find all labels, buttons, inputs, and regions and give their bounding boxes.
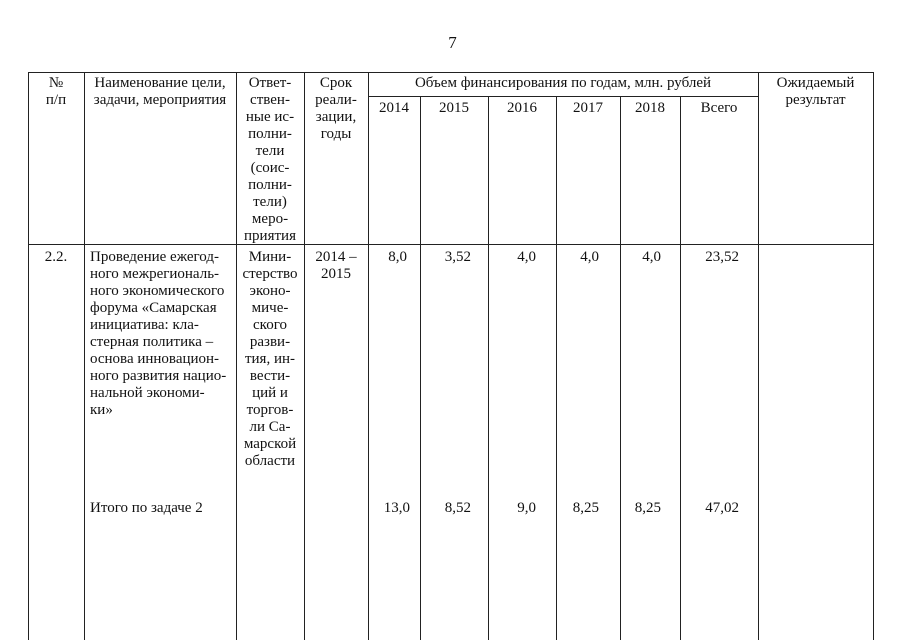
col-border-6 [488,96,489,640]
header-bottom-border [28,244,874,245]
header-total: Всего [700,100,738,116]
col-border-9 [680,96,681,640]
row-value-2015: 3,52 [444,249,471,265]
total-value-2018: 8,25 [634,500,661,516]
col-border-10 [758,72,759,640]
row-value-2016: 4,0 [517,249,536,265]
row-name: Проведение ежегод- ного межрегиональ- ного экономического форума «Самарская инициатива: кла- стерная политика – основа инновацион- ного развития нацио- нальной экономи- ки» [90,249,227,418]
total-value-total: 47,02 [705,500,739,516]
row-value-total: 23,52 [705,249,739,265]
header-executors: Ответ- ствен- ные ис- полни- тели (соис- полни- тели) меро- приятия [244,75,296,244]
header-num: № п/п [45,75,67,108]
header-year-2018: 2018 [635,100,665,116]
col-border-8 [620,96,621,640]
row-executor: Мини- стерство эконо- миче- ского разви- тия, ин- вести- ций и торгов- ли Са- марской области [242,249,298,469]
total-value-2017: 8,25 [572,500,599,516]
row-value-2014: 8,0 [388,249,407,265]
col-border-1 [84,72,85,640]
header-year-2016: 2016 [507,100,537,116]
total-value-2016: 9,0 [517,500,536,516]
header-funding: Объем финансирования по годам, млн. рублей [414,75,712,91]
row-value-2018: 4,0 [642,249,661,265]
header-year-2015: 2015 [439,100,469,116]
table-top-border [28,72,874,73]
col-border-7 [556,96,557,640]
total-label: Итого по задаче 2 [90,500,203,516]
years-row-top-border [368,96,758,97]
row-num: 2.2. [44,249,68,265]
header-term: Срок реали- зации, годы [315,75,357,142]
total-value-2014: 13,0 [383,500,410,516]
header-result: Ожидаемый результат [776,75,855,108]
total-value-2015: 8,52 [444,500,471,516]
header-year-2017: 2017 [573,100,603,116]
col-border-11 [873,72,874,640]
header-name: Наименование цели, задачи, мероприятия [93,75,227,108]
page-number: 7 [448,33,457,52]
header-year-2014: 2014 [379,100,409,116]
row-term: 2014 – 2015 [315,249,357,282]
row-value-2017: 4,0 [580,249,599,265]
col-border-4 [368,72,369,640]
col-border-3 [304,72,305,640]
col-border-0 [28,72,29,640]
col-border-5 [420,96,421,640]
